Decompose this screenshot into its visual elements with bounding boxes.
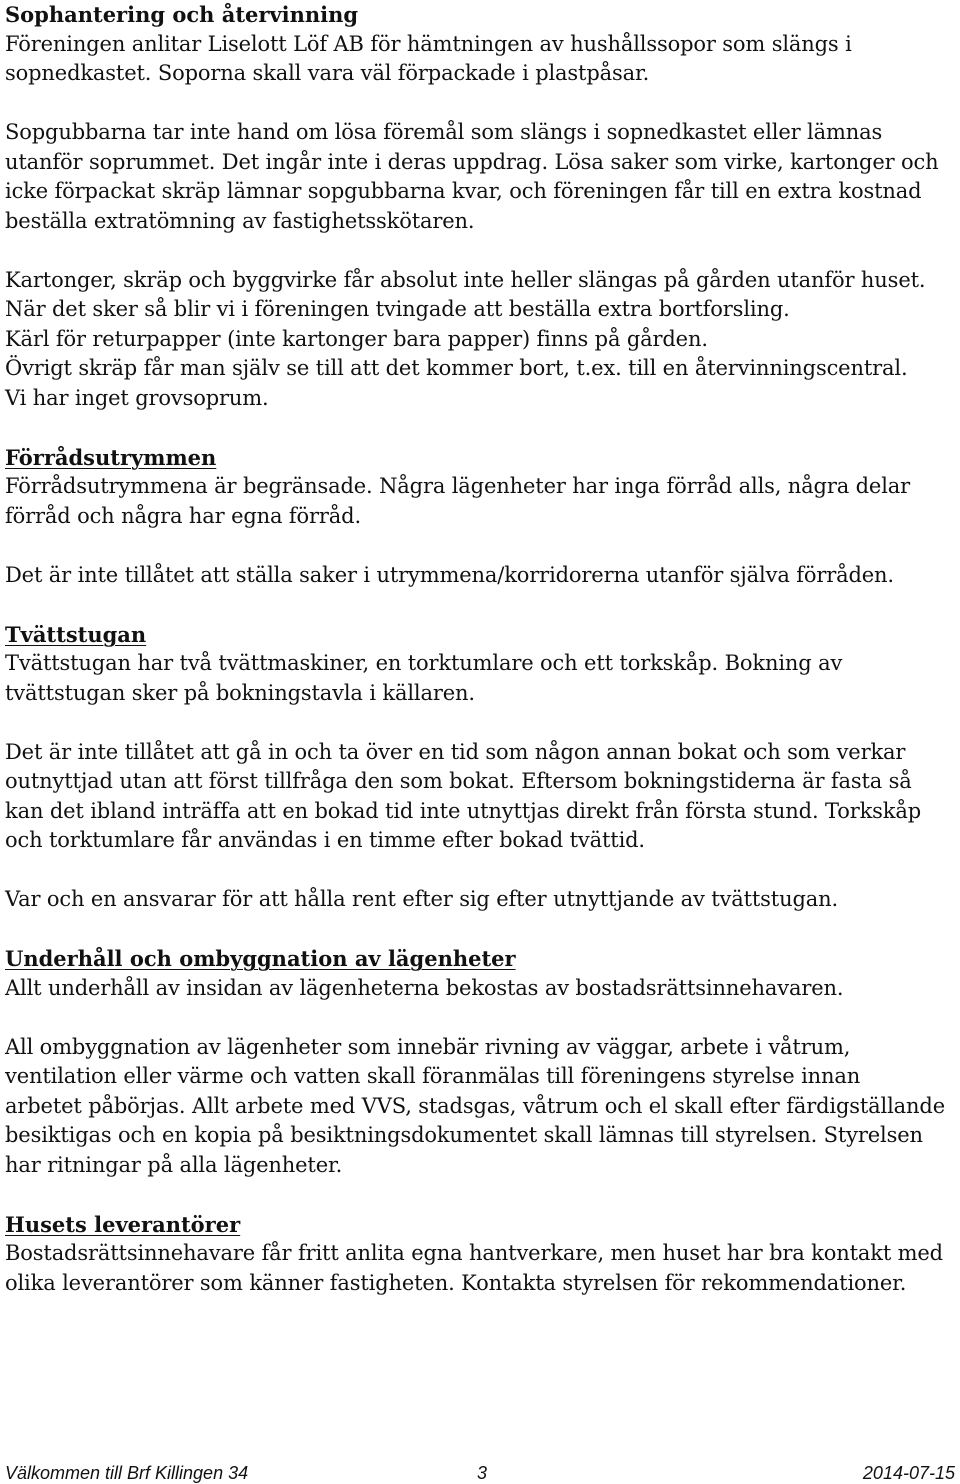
text-line: förråd och några har egna förråd. (5, 503, 361, 528)
text-line: Det är inte tillåtet att ställa saker i utrymmena/korridorerna utanför själva förråden. (5, 562, 894, 587)
text-line: Övrigt skräp får man själv se till att det kommer bort, t.ex. till en återvinningscentral. (5, 356, 908, 380)
section-heading: Förrådsutrymmen (5, 444, 217, 470)
text-line: ventilation eller värme och vatten skall föranmälas till föreningens styrelse innan (5, 1064, 861, 1088)
text-line: Kärl för returpapper (inte kartonger bara papper) finns på gården. (5, 326, 708, 351)
text-line: utanför soprummet. Det ingår inte i deras uppdrag. Lösa saker som virke, kartonger och (5, 149, 939, 174)
text-line: Det är inte tillåtet att gå in och ta över en tid som någon annan bokat och som verkar (5, 739, 906, 764)
paragraph (5, 561, 955, 591)
paragraph (5, 649, 955, 708)
text-line: Allt underhåll av insidan av lägenheterna bekostas av bostadsrättsinnehavaren. (5, 975, 844, 1000)
text-line: När det sker så blir vi i föreningen tvingade att beställa extra bortforsling. (5, 297, 790, 321)
text-line: och torktumlare får användas i en timme efter bokad tvättid. (5, 828, 645, 852)
text-line: Förrådsutrymmena är begränsade. Några lägenheter har inga förråd alls, några delar (5, 474, 911, 498)
text-line: olika leverantörer som känner fastigheten. Kontakta styrelsen för rekommendationer. (5, 1270, 907, 1295)
text-line: beställa extratömning av fastighetsskötaren. (5, 208, 475, 233)
paragraph (5, 266, 955, 414)
footer-page-number: 3 (477, 1463, 488, 1483)
section-heading: Husets leverantörer (5, 1211, 241, 1237)
paragraph (5, 30, 955, 89)
paragraph (5, 738, 955, 856)
document-page (5, 0, 955, 1298)
text-line: Kartonger, skräp och byggvirke får absolut inte heller slängas på gården utanför huset. (5, 267, 926, 292)
text-line: kan det ibland inträffa att en bokad tid inte utnyttjas direkt från första stund. Torkskåp (5, 798, 922, 823)
text-line: sopnedkastet. Soporna skall vara väl förpackade i plastpåsar. (5, 61, 650, 85)
text-line: besiktigas och en kopia på besiktningsdokumentet skall lämnas till styrelsen. Styrelsen (5, 1123, 923, 1147)
paragraph (5, 885, 955, 915)
text-line: All ombyggnation av lägenheter som innebär rivning av väggar, arbete i våtrum, (5, 1034, 851, 1059)
text-line: tvättstugan sker på bokningstavla i källaren. (5, 680, 475, 705)
paragraph (5, 974, 955, 1004)
paragraph (5, 1033, 955, 1181)
paragraph (5, 118, 955, 236)
text-line: Var och en ansvarar för att hålla rent efter sig efter utnyttjande av tvättstugan. (5, 887, 839, 911)
text-line: Tvättstugan har två tvättmaskiner, en torktumlare och ett torkskåp. Bokning av (5, 651, 843, 675)
text-line: Bostadsrättsinnehavare får fritt anlita egna hantverkare, men huset har bra kontakt med (5, 1241, 943, 1265)
section-heading: Tvättstugan (5, 621, 147, 647)
paragraph (5, 1239, 955, 1298)
text-line: outnyttjad utan att först tillfråga den som bokat. Eftersom bokningstiderna är fasta så (5, 769, 912, 793)
paragraph (5, 472, 955, 531)
footer-title: Välkommen till Brf Killingen 34 (5, 1463, 249, 1483)
footer-date: 2014-07-15 (862, 1463, 955, 1483)
text-line: Vi har inget grovsoprum. (5, 385, 269, 410)
text-line: Föreningen anlitar Liselott Löf AB för hämtningen av hushållssopor som slängs i (5, 31, 852, 56)
text-line: arbetet påbörjas. Allt arbete med VVS, stadsgas, våtrum och el skall efter färdigställande (5, 1093, 945, 1118)
text-line: icke förpackat skräp lämnar sopgubbarna kvar, och föreningen får till en extra kostnad (5, 179, 922, 203)
text-line: har ritningar på alla lägenheter. (5, 1152, 343, 1177)
section-heading: Underhåll och ombyggnation av lägenheter (5, 946, 516, 971)
text-line: Sopgubbarna tar inte hand om lösa föremål som slängs i sopnedkastet eller lämnas (5, 120, 883, 144)
section-heading: Sophantering och återvinning (5, 2, 359, 27)
